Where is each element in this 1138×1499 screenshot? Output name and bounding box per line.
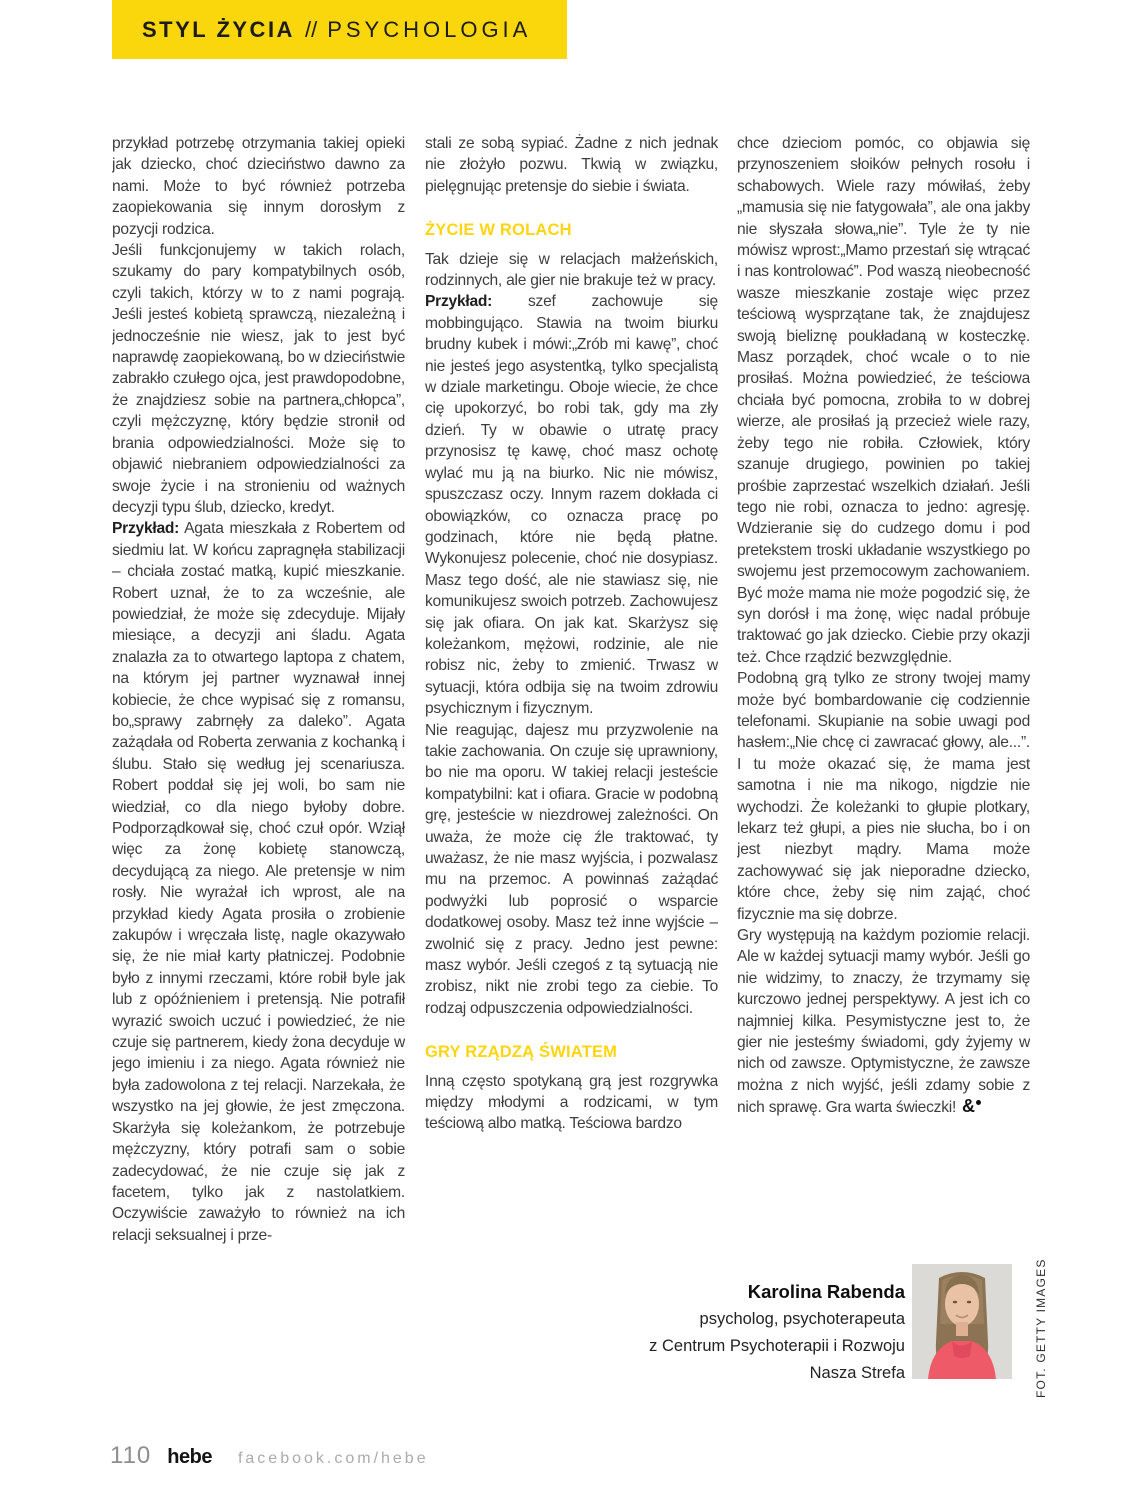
kicker-section-label: STYL ŻYCIA: [142, 16, 295, 42]
paragraph: przykład potrzebę otrzymania takiej opieki jak dziecko, choć dzieciństwo dawno za nami. Może to być również potrzeba zaopiekowania się innym dorosłym z pozycji rodzica.: [112, 135, 405, 238]
author-photo: [912, 1264, 1012, 1379]
paragraph: Jeśli funkcjonujemy w takich rolach, szukamy do pary kompatybilnych osób, czyli takich, którzy w to z nami pograją. Jeśli jesteś kobietą sprawczą, niezależną i jednocześnie nie wiesz, jak to jest być naprawdę zaopiekowaną, bo w dzieciństwie zabrakło czułego ojca, jest prawdopodobne, że znajdziesz sobie na partnera„chłopca”, czyli mężczyznę, który będzie stronił od brania odpowiedzialności. Może się to objawić niebraniem odpowiedzialności za swoje życie i na stronieniu od ważnych decyzji typu ślub, dziecko, kredyt.: [112, 242, 405, 516]
magazine-logo: hebe: [167, 1446, 212, 1468]
author-role: psycholog, psychoterapeuta: [699, 1310, 905, 1328]
paragraph: [112, 518, 405, 1246]
facebook-url: facebook.com/hebe: [237, 1450, 429, 1467]
page-number: 110: [110, 1442, 152, 1469]
author-bio: [545, 1278, 905, 1387]
paragraph: [737, 925, 1030, 1119]
kicker-separator: //: [304, 16, 318, 42]
eye-right: [967, 1301, 971, 1304]
example-lead: Przykład:: [425, 293, 493, 311]
paragraph-text: Agata mieszkała z Robertem od siedmiu lat. W końcu zapragnęła stabilizacji – chciała zostać matką, kupić mieszkanie. Robert uznał, że to za wcześnie, ale powiedział, że może się zdecyduje. Mijały miesiące, a decyzji ani śladu. Agata znalazła za to otwartego laptopa z chatem, na którym jej partner wyznawał innej kobiecie, że chce wypisać się z romansu, bo„sprawy zabrnęły za daleko”. Agata zażądała od Roberta zerwania z kochanką i ślubu. Stało się według jej scenariusza. Robert poddał się jej woli, bo sam nie wiedział, co dla niego byłoby dobre. Podporządkował się, choć czuł opór. Wziął więc za żonę kobietę stanowczą, decydującą za niego. Ale pretensje w nim rosły. Nie wyrażał ich wprost, ale na przykład kiedy Agata prosiła o zrobienie zakupów i wręczała listę, nagle okazywało się, że nie miał karty płatniczej. Podobnie było z innymi rzeczami, które robił byle jak lub z opóźnieniem i pretensją. Nie potrafił wyrazić swoich uczuć i powiedzieć, że nie czuje się partnerem, kiedy żona decyduje w jego imieniu i za niego. Agata również nie była zadowolona z tej relacji. Narzekała, że wszystko na jej głowie, że jest zmęczona. Skarżyła się koleżankom, że potrzebuje mężczyzny, który potrafi sam o sobie zadecydować, że nie czuje się jak z facetem, tylko jak z nastolatkiem. Oczywiście zaważyło to również na ich relacji seksualnej i prze-: [112, 520, 405, 1244]
article-column-1: [112, 133, 405, 1389]
section-heading-zycie-w-rolach: ŻYCIE W ROLACH: [425, 221, 572, 240]
paragraph: Tak dzieje się w relacjach małżeńskich, rodzinnych, ale gier nie brakuje też w pracy.: [425, 250, 718, 290]
kicker-topic-label: PSYCHOLOGIA: [327, 16, 532, 42]
article-column-3: [737, 133, 1030, 1265]
neck: [956, 1322, 968, 1336]
paragraph: Nie reagując, dajesz mu przyzwolenie na takie zachowania. On czuje się uprawniony, bo nie ma oporu. W takiej relacji jesteście kompatybilni: kat i ofiara. Gracie w podobną grę, jesteście w niezdrowej zależności. On uważa, że może cię źle traktować, ty uważasz, że nie masz wyjścia, i pozwalasz mu na przemoc. A powinnaś zażądać podwyżki lub poprosić o wsparcie dodatkowej osoby. Masz też inne wyjście – zwolnić się z pracy. Jedno jest pewne: masz wybór. Jeśli czegoś z tą sytuacją nie zrobisz, nikt nie zrobi tego za ciebie. To rodzaj odpuszczenia odpowiedzialności.: [425, 721, 718, 1017]
article-end-mark-icon: &: [962, 1096, 981, 1116]
photo-credit: FOT. GETTY IMAGES: [1034, 1258, 1048, 1398]
author-organization: z Centrum Psychoterapii i Rozwoju: [649, 1337, 905, 1355]
paragraph: chce dzieciom pomóc, co objawia się przynoszeniem słoików pełnych rosołu i schabowych. Wiele razy mówiłaś, żeby „mamusia się nie fatygowała”, ale ona jakby nie słyszała słowa„nie”. Tyle że ty nie mówisz wprost:„Mamo przestań się wtrącać i nas kontrolować”. Pod waszą nieobecność wasze mieszkanie zostaje więc przez teściową wysprzątane tak, że znajdujesz swoją bieliznę poukładaną w kosteczkę. Masz porządek, choć wcale o to nie prosiłaś. Można powiedzieć, że teściowa chciała być pomocna, zrobiła to w dobrej wierze, ale prosiłaś ją przecież wiele razy, żeby tego nie robiła. Człowiek, który szanuje drugiego, powinien po takiej prośbie zaprzestać wszelkich działań. Jeśli tego nie robi, oznacza to jedno: agresję. Wdzieranie się do cudzego domu i pod pretekstem troski układanie wszystkiego po swojemu jest przemocowym zachowaniem. Być może mama nie może pogodzić się, że syn dorósł i ma żonę, więc nadal próbuje traktować go jak dziecko. Ciebie przy okazji też. Chce rządzić bezwzględnie.: [737, 135, 1030, 666]
face: [945, 1282, 979, 1326]
paragraph: [425, 291, 718, 719]
author-organization-2: Nasza Strefa: [809, 1364, 905, 1382]
paragraph-text: Gry występują na każdym poziomie relacji. Ale w każdej sytuacji mamy wybór. Jeśli go nie widzimy, to znaczy, że trzymamy się kurczowo jednej perspektywy. A jest ich co najmniej kilka. Pesymistyczne jest to, że gier nie jesteśmy świadomi, gdy żyjemy w nich od zawsze. Optymistyczne, że zawsze można z nich wyjść, jeśli zdamy sobie z nich sprawę. Gra warta świeczki!: [737, 927, 1030, 1117]
paragraph-text: szef zachowuje się mobbingująco. Stawia na twoim biurku brudny kubek i mówi:„Zrób mi kawę”, choć nie jesteś jego asystentką, tylko specjalistą w dziale marketingu. Oboje wiecie, że chce cię upokorzyć, bo robi tak, gdy ma zły dzień. Ty w obawie o utratę pracy przynosisz tę kawę, choć masz ochotę wylać mu ją na biurko. Nic nie mówisz, spuszczasz oczy. Innym razem dokłada ci obowiązków, co oznacza pracę po godzinach, które nie będą płatne. Wykonujesz polecenie, choć nie dosypiasz. Masz tego dość, ale nie stawiasz się, nie komunikujesz swoich potrzeb. Zachowujesz się jak ofiara. On jak kat. Skarżysz się koleżankom, mężowi, rodzinie, ale nie robisz nic, żeby to zmienić. Trwasz w sytuacji, która odbija się na twoim zdrowiu psychicznym i fizycznym.: [425, 293, 718, 718]
author-portrait-illustration: [912, 1264, 1012, 1379]
section-heading-gry-rzadza-swiatem: GRY RZĄDZĄ ŚWIATEM: [425, 1043, 618, 1062]
page-footer: [110, 1442, 429, 1470]
paragraph: stali ze sobą sypiać. Żadne z nich jednak nie złożyło pozwu. Tkwią w związku, pielęgnując pretensje do siebie i świata.: [425, 135, 718, 195]
eye-left: [953, 1301, 957, 1304]
author-name: Karolina Rabenda: [747, 1281, 905, 1302]
paragraph: Podobną grą tylko ze strony twojej mamy może być bombardowanie cię codziennie telefonami. Skupianie na sobie uwagi pod hasłem:„Nie chcę ci zawracać głowy, ale...”. I tu może okazać się, że mama jest samotna i nie ma nikogo, nigdzie nie wychodzi. Że koleżanki to głupie plotkary, lekarz też głupi, a pies nie słucha, bo i on jest niezbyt mądry. Mama może zachowywać się jak nieporadne dziecko, które chce, żeby się nim zająć, choć fizycznie ma się dobrze.: [737, 670, 1030, 923]
section-kicker: [112, 0, 567, 59]
example-lead: Przykład:: [112, 520, 180, 538]
article-column-2: [425, 133, 718, 1389]
paragraph: Inną często spotykaną grą jest rozgrywka między młodymi a rodzicami, w tym teściową albo matką. Teściowa bardzo: [425, 1072, 718, 1133]
